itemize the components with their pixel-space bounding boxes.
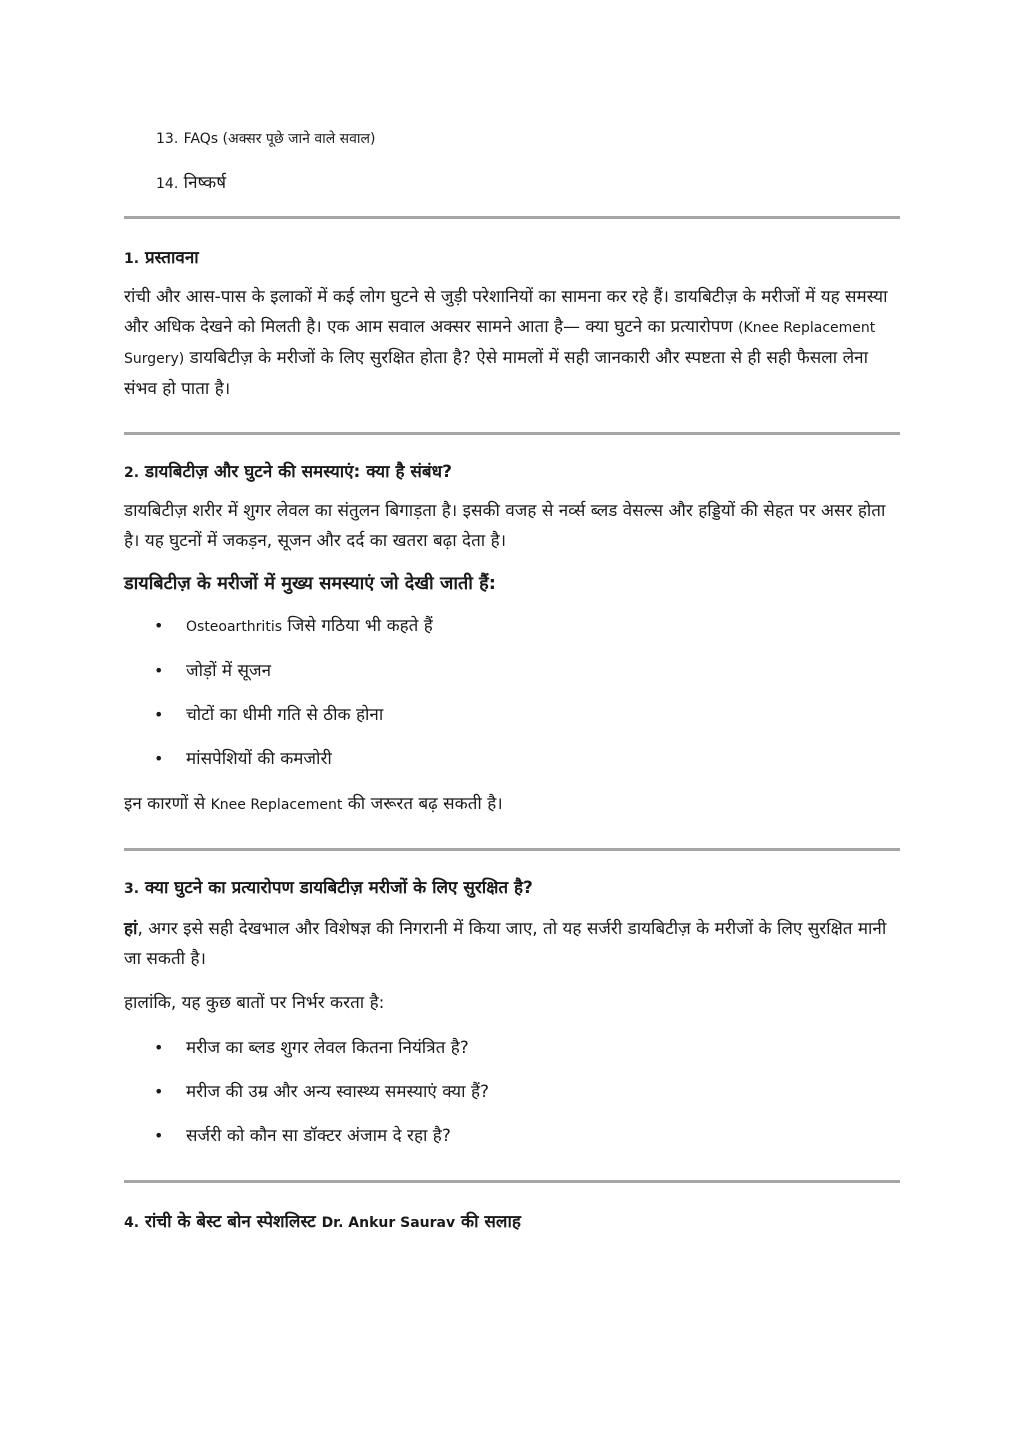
paragraph-text: की जरूरत बढ़ सकती है। <box>342 794 503 814</box>
toc-item <box>156 171 900 196</box>
section-heading <box>124 245 900 272</box>
list-item: • चोटों का धीमी गति से ठीक होना <box>124 701 900 729</box>
toc-text: FAQs (अक्सर पूछे जाने वाले सवाल) <box>183 131 376 147</box>
paragraph-english-term: (Knee Replacement Surgery) <box>124 320 876 367</box>
section-subheading: डायबिटीज़ के मरीजों में मुख्य समस्याएं जो देखी जाती हैं: <box>124 573 496 594</box>
heading-number: 3. <box>124 881 140 897</box>
heading-text: प्रस्तावना <box>144 248 199 268</box>
heading-number: 1. <box>124 251 140 267</box>
toc-number: 13. <box>156 131 179 147</box>
emphasis-text: हां <box>124 919 138 939</box>
heading-number: 4. <box>124 1215 140 1231</box>
heading-text: क्या घुटने का प्रत्यारोपण डायबिटीज़ मरीजों के लिए सुरक्षित है? <box>144 878 533 898</box>
list-item-text: जिसे गठिया भी कहते हैं <box>282 616 433 636</box>
toc-item <box>156 126 900 151</box>
section-paragraph <box>124 914 900 974</box>
factor-list <box>124 1034 900 1150</box>
divider <box>124 216 900 219</box>
symptom-list <box>124 612 900 773</box>
heading-text: रांची के बेस्ट बोन स्पेशलिस्ट <box>144 1212 322 1232</box>
paragraph-text: डायबिटीज़ के मरीजों के लिए सुरक्षित होता है? ऐसे मामलों में सही जानकारी और स्पष्टता से ही सही फैसला लेना संभव हो पाता है। <box>124 348 868 399</box>
section-paragraph: हालांकि, यह कुछ बातों पर निर्भर करता है: <box>124 993 385 1013</box>
toc-number: 14. <box>156 176 179 192</box>
list-item <box>124 612 900 641</box>
document-page <box>124 118 900 1236</box>
heading-text: की सलाह <box>455 1212 521 1232</box>
paragraph-text: रांची और आस-पास के इलाकों में कई लोग घुटने से जुड़ी परेशानियों का सामना कर रहे हैं। डायबिटीज़ के मरीजों में यह समस्या और अधिक देखने को मिलती है। एक आम सवाल अक्सर सामने आता है— क्या घुटने का प्रत्यारोपण <box>124 287 888 337</box>
section-heading <box>124 875 900 902</box>
intro-paragraph <box>124 282 900 404</box>
heading-text: डायबिटीज़ और घुटने की समस्याएं: क्या है संबंध? <box>144 462 452 482</box>
divider <box>124 432 900 435</box>
divider <box>124 848 900 851</box>
list-item-english-term: Osteoarthritis <box>186 619 282 635</box>
section-heading <box>124 459 900 486</box>
paragraph-text: , अगर इसे सही देखभाल और विशेषज्ञ की निगरानी में किया जाए, तो यह सर्जरी डायबिटीज़ के मरीजों के लिए सुरक्षित मानी जा सकती है। <box>124 919 887 969</box>
list-item: • सर्जरी को कौन सा डॉक्टर अंजाम दे रहा है? <box>124 1122 900 1150</box>
heading-number: 2. <box>124 465 140 481</box>
section-paragraph <box>124 789 900 820</box>
toc-text: निष्कर्ष <box>183 173 227 193</box>
list-item: • मरीज का ब्लड शुगर लेवल कितना नियंत्रित है? <box>124 1034 900 1062</box>
paragraph-text: इन कारणों से <box>124 794 211 814</box>
section-paragraph: डायबिटीज़ शरीर में शुगर लेवल का संतुलन बिगाड़ता है। इसकी वजह से नर्व्स ब्लड वेसल्स और हड्डियों की सेहत पर असर होता है। यह घुटनों में जकड़न, सूजन और दर्द का खतरा बढ़ा देता है। <box>124 501 886 551</box>
list-item: • मरीज की उम्र और अन्य स्वास्थ्य समस्याएं क्या हैं? <box>124 1078 900 1106</box>
list-item: • जोड़ों में सूजन <box>124 657 900 685</box>
section-heading <box>124 1209 900 1236</box>
paragraph-english-term: Knee Replacement <box>210 797 343 813</box>
list-item: • मांसपेशियों की कमजोरी <box>124 745 900 773</box>
heading-doctor-name: Dr. Ankur Saurav <box>321 1215 456 1231</box>
divider <box>124 1180 900 1183</box>
